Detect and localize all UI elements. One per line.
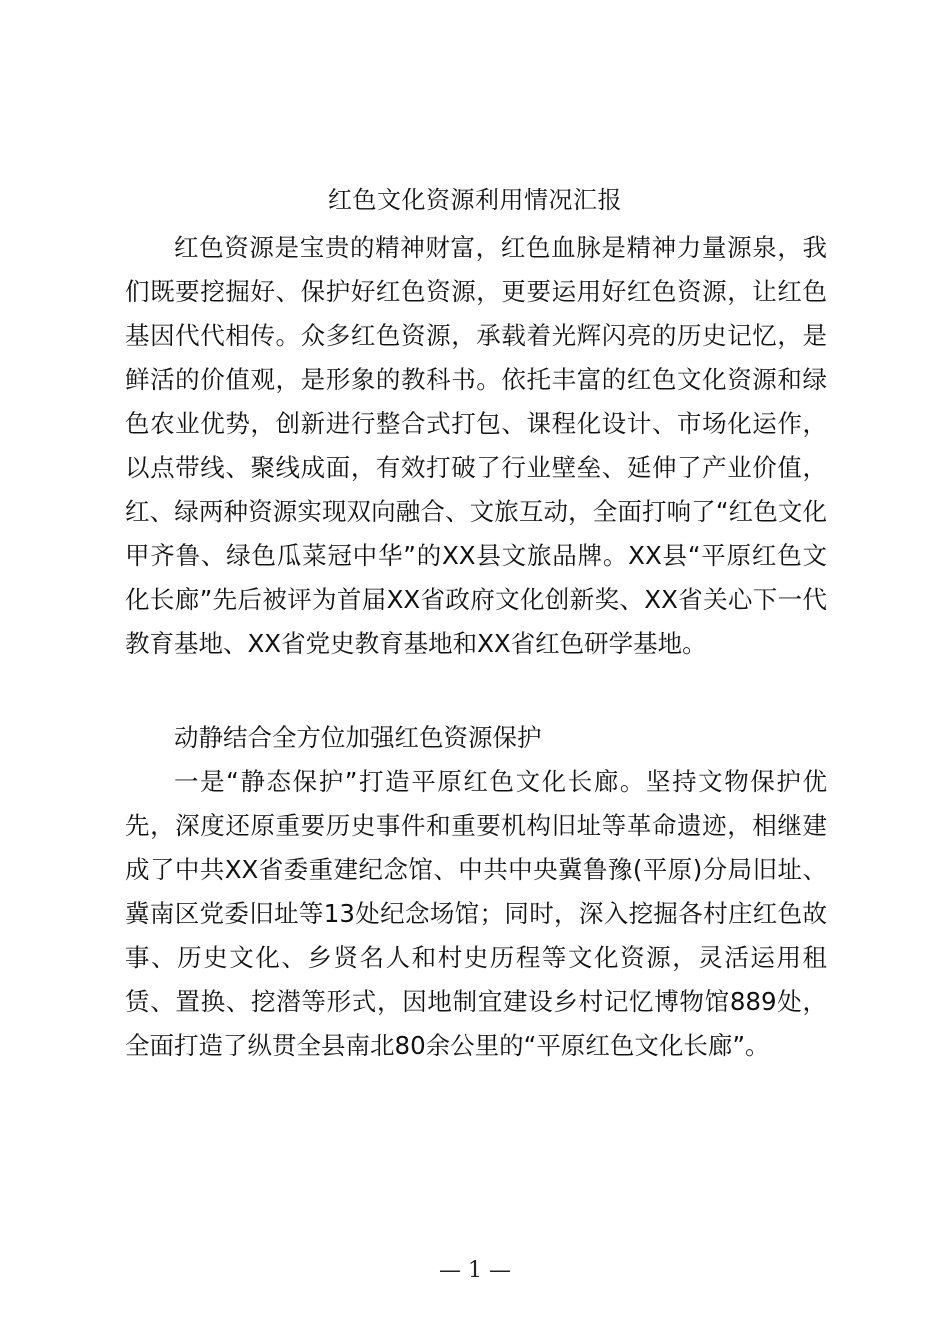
- page-number: — 1 —: [439, 1258, 511, 1283]
- document-title: 红色文化资源利用情况汇报: [328, 186, 622, 214]
- paragraph-intro: 红色资源是宝贵的精神财富，红色血脉是精神力量源泉，我们既要挖掘好、保护好红色资源，更要运用好红色资源，让红色基因代代相传。众多红色资源，承载着光辉闪亮的历史记忆，是鲜活的价值观，是形象的教科书。依托丰富的红色文化资源和绿色农业优势，创新进行整合式打包、课程化设计、市场化运作，以点带线、聚线成面，有效打破了行业壁垒、延伸了产业价值，红、绿两种资源实现双向融合、文旅互动，全面打响了“红色文化甲齐鲁、绿色瓜菜冠中华”的XX县文旅品牌。XX县“平原红色文化长廊”先后被评为首届XX省政府文化创新奖、XX省关心下一代教育基地、XX省党史教育基地和XX省红色研学基地。: [125, 233, 827, 658]
- section-heading: 动静结合全方位加强红色资源保护: [174, 723, 542, 752]
- paragraph-static-protection: 一是“静态保护”打造平原红色文化长廊。坚持文物保护优先，深度还原重要历史事件和重要机构旧址等革命遗迹，相继建成了中共XX省委重建纪念馆、中共中央冀鲁豫(平原)分局旧址、冀南区党委旧址等13处纪念场馆；同时，深入挖掘各村庄红色故事、历史文化、乡贤名人和村史历程等文化资源，灵活运用租赁、置换、挖潜等形式，因地制宜建设乡村记忆博物馆889处，全面打造了纵贯全县南北80余公里的“平原红色文化长廊”。: [125, 767, 827, 1060]
